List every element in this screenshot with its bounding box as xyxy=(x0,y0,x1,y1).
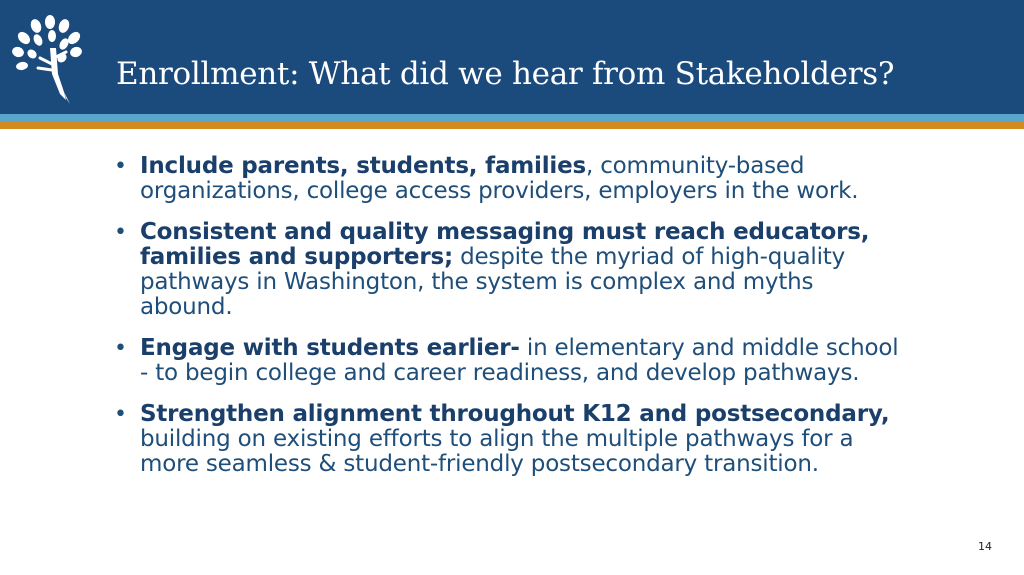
bullet-list xyxy=(112,154,912,493)
accent-stripe-blue xyxy=(0,114,1024,122)
page-number: 14 xyxy=(978,540,992,553)
bullet-bold-text: Consistent and quality messaging must reach educators, families and supporters; xyxy=(140,219,870,270)
bullet-bold-text: Include parents, students, families xyxy=(140,153,586,179)
tree-pencil-logo-icon xyxy=(8,14,88,106)
bullet-item xyxy=(112,154,912,204)
bullet-item xyxy=(112,336,912,386)
bullet-bold-text: Engage with students earlier- xyxy=(140,335,520,361)
bullet-text: building on existing efforts to align the multiple pathways for a more seamless & student-friendly postsecondary transition. xyxy=(140,426,854,477)
bullet-text: despite the myriad of high-quality pathways in Washington, the system is complex and myths abound. xyxy=(140,244,846,320)
bullet-item xyxy=(112,220,912,320)
bullet-text: , community-based organizations, college access providers, employers in the work. xyxy=(140,153,859,204)
bullet-bold-text: Strengthen alignment throughout K12 and postsecondary, xyxy=(140,401,890,427)
bullet-text: in elementary and middle school - to begin college and career readiness, and develop pathways. xyxy=(140,335,899,386)
slide-title: Enrollment: What did we hear from Stakeholders? xyxy=(116,56,895,92)
accent-stripe-gold xyxy=(0,122,1024,129)
bullet-item xyxy=(112,402,912,477)
